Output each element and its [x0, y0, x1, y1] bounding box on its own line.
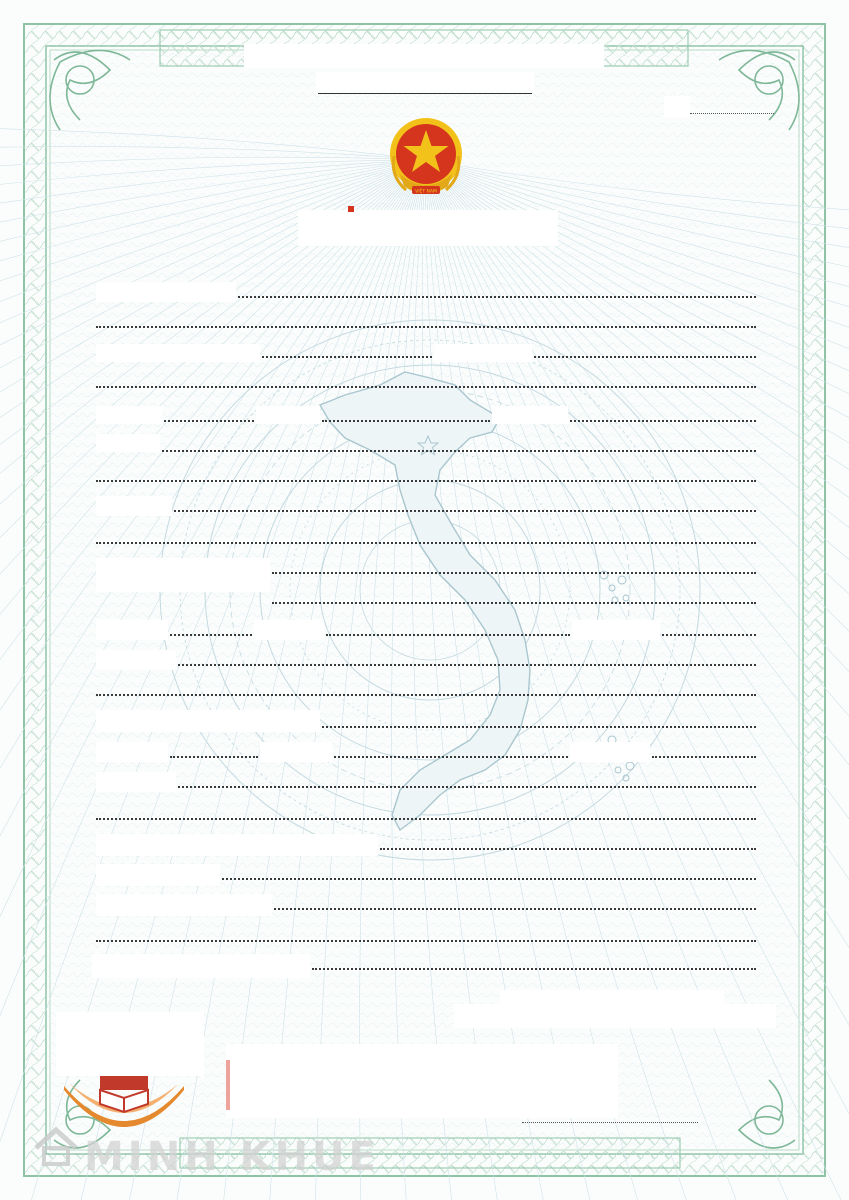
redacted-label-19: [96, 834, 378, 856]
header-underline: [318, 93, 532, 94]
redacted-label-15: [96, 742, 168, 762]
field-line-8: [174, 510, 756, 512]
field-line-12a: [170, 634, 252, 636]
redacted-signer-title: [454, 1004, 776, 1028]
redacted-label-14: [96, 710, 320, 732]
field-line-2: [96, 326, 756, 328]
field-line-5b: [322, 420, 490, 422]
redacted-label-8: [96, 496, 172, 516]
signature-line: [522, 1122, 698, 1123]
redacted-header-1: [244, 44, 604, 68]
redacted-title: [298, 210, 558, 246]
redacted-label-3: [434, 344, 532, 362]
home-logo-icon: [30, 1120, 82, 1172]
field-line-22: [96, 940, 756, 942]
field-line-9: [96, 542, 756, 544]
redacted-label-6: [492, 406, 568, 424]
field-line-10: [272, 572, 756, 574]
field-line-13: [178, 664, 756, 666]
redacted-header-2: [316, 72, 534, 90]
watermark-text: MINH KHUE: [84, 1134, 380, 1180]
field-line-6: [162, 450, 756, 452]
redacted-label-4: [96, 406, 162, 424]
field-line-21: [274, 908, 756, 910]
field-line-16a: [170, 756, 258, 758]
field-line-11: [272, 602, 756, 604]
redacted-label-22: [92, 954, 310, 978]
field-line-7: [96, 480, 756, 482]
redacted-label-20: [96, 864, 220, 886]
redacted-seal-text: [56, 1012, 204, 1076]
redacted-label-2: [96, 344, 260, 362]
field-line-23: [312, 968, 756, 970]
field-line-3b: [534, 356, 756, 358]
emblem-caption: VIỆT NAM: [415, 189, 437, 195]
number-field-line: [690, 113, 774, 114]
field-line-12c: [662, 634, 756, 636]
field-line-16c: [652, 756, 756, 758]
field-line-20: [222, 878, 756, 880]
field-line-18: [96, 818, 756, 820]
redacted-label-18: [96, 772, 176, 792]
field-line-15: [322, 726, 756, 728]
national-emblem-icon: [386, 116, 466, 204]
redacted-issuer-block: [226, 1044, 618, 1118]
field-line-1: [238, 296, 756, 298]
field-line-17: [178, 786, 756, 788]
redacted-label-17: [570, 742, 650, 762]
redacted-label-7: [96, 434, 160, 452]
field-line-4: [96, 386, 756, 388]
redacted-label-5: [256, 406, 320, 424]
redacted-label-9: [96, 558, 270, 592]
redaction-edge: [226, 1060, 230, 1110]
redacted-label-16: [260, 742, 332, 762]
redacted-label-10: [96, 620, 168, 640]
field-line-14: [96, 694, 756, 696]
redacted-label-12: [572, 620, 660, 640]
redacted-label-11: [254, 620, 324, 640]
redacted-label-21: [96, 894, 272, 916]
field-line-3a: [262, 356, 432, 358]
redacted-number-label: [664, 96, 690, 118]
redacted-label-1: [96, 282, 236, 302]
title-mark: [348, 206, 354, 212]
field-line-16b: [334, 756, 568, 758]
field-line-5a: [164, 420, 254, 422]
field-line-19: [380, 848, 756, 850]
redacted-label-13: [96, 650, 176, 670]
field-line-12b: [326, 634, 570, 636]
field-line-5c: [570, 420, 756, 422]
